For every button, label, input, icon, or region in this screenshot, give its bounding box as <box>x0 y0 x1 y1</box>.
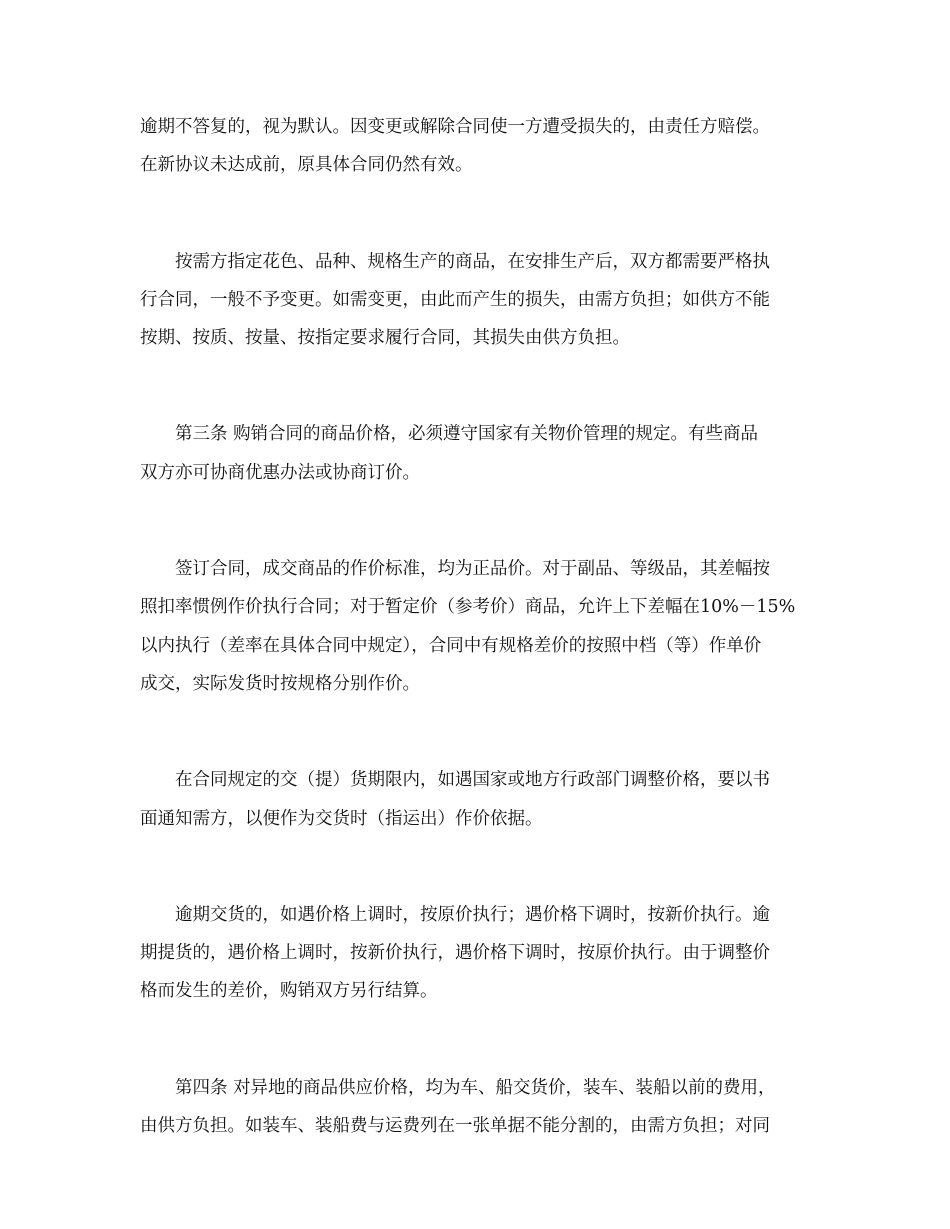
paragraph-6 <box>140 896 812 1011</box>
paragraph-4 <box>140 550 812 703</box>
paragraph-line: 以内执行（差率在具体合同中规定），合同中有规格差价的按照中档（等）作单价 <box>140 635 762 656</box>
paragraph-line: 在合同规定的交（提）货期限内，如遇国家或地方行政部门调整价格，要以书 <box>175 770 770 791</box>
paragraph-line: 签订合同，成交商品的作价标准，均为正品价。对于副品、等级品，其差幅按 <box>175 559 770 580</box>
paragraph-2 <box>140 243 812 358</box>
paragraph-line: 期提货的，遇价格上调时，按新价执行，遇价格下调时，按原价执行。由于调整价 <box>140 943 770 964</box>
paragraph-line: 按期、按质、按量、按指定要求履行合同，其损失由供方负担。 <box>140 328 630 349</box>
paragraph-line: 逾期交货的，如遇价格上调时，按原价执行；遇价格下调时，按新价执行。逾 <box>175 904 770 925</box>
paragraph-line: 面通知需方，以便作为交货时（指运出）作价依据。 <box>140 808 543 829</box>
paragraph-line: 第三条 购销合同的商品价格，必须遵守国家有关物价管理的规定。有些商品 <box>175 424 759 445</box>
paragraph-line: 逾期不答复的，视为默认。因变更或解除合同使一方遭受损失的，由责任方赔偿。 <box>140 117 770 137</box>
paragraph-line: 在新协议未达成前，原具体合同仍然有效。 <box>140 155 473 176</box>
paragraph-article-4 <box>140 1069 812 1146</box>
paragraph-line: 双方亦可协商优惠办法或协商订价。 <box>140 462 420 483</box>
paragraph-line: 照扣率惯例作价执行合同；对于暂定价（参考价）商品，允许上下差幅在10%－15% <box>140 597 796 618</box>
paragraph-line: 成交，实际发货时按规格分别作价。 <box>140 673 420 694</box>
paragraph-line: 格而发生的差价，购销双方另行结算。 <box>140 981 438 1002</box>
document-body <box>140 108 812 1203</box>
paragraph-article-3 <box>140 415 812 492</box>
paragraph-1 <box>140 108 812 185</box>
paragraph-line: 由供方负担。如装车、装船费与运费列在一张单据不能分割的，由需方负担；对同 <box>140 1116 770 1137</box>
paragraph-line: 第四条 对异地的商品供应价格，均为车、船交货价，装车、装船以前的费用， <box>175 1077 776 1098</box>
paragraph-5 <box>140 761 812 838</box>
paragraph-line: 按需方指定花色、品种、规格生产的商品，在安排生产后，双方都需要严格执 <box>175 251 770 272</box>
paragraph-line: 行合同，一般不予变更。如需变更，由此而产生的损失，由需方负担；如供方不能 <box>140 289 770 310</box>
